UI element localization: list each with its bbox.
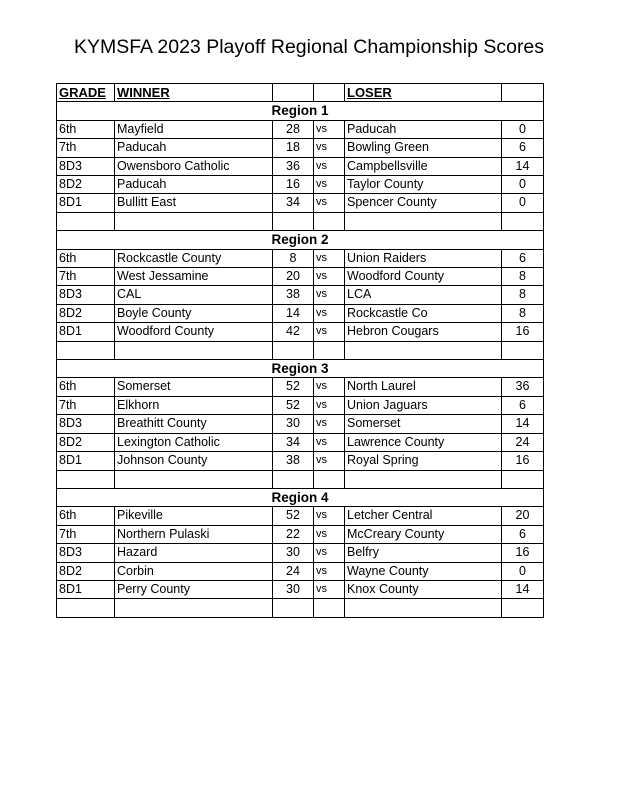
winner-score-cell: 24 <box>273 562 314 580</box>
winner-cell: Rockcastle County <box>115 249 273 267</box>
vs-cell: vs <box>314 286 345 304</box>
grade-cell: 8D1 <box>57 452 115 470</box>
region-title: Region 1 <box>57 102 544 120</box>
game-row <box>57 525 544 543</box>
winner-cell: West Jessamine <box>115 268 273 286</box>
empty-cell <box>502 341 544 359</box>
empty-cell <box>502 599 544 617</box>
header-blank <box>502 84 544 102</box>
region-title: Region 4 <box>57 488 544 506</box>
vs-cell: vs <box>314 176 345 194</box>
empty-cell <box>273 212 314 230</box>
winner-cell: Woodford County <box>115 323 273 341</box>
winner-score-cell: 22 <box>273 525 314 543</box>
vs-cell: vs <box>314 194 345 212</box>
loser-score-cell: 36 <box>502 378 544 396</box>
empty-cell <box>314 599 345 617</box>
game-row <box>57 396 544 414</box>
grade-cell: 6th <box>57 120 115 138</box>
spacer-row <box>57 341 544 359</box>
game-row <box>57 580 544 598</box>
empty-cell <box>345 599 502 617</box>
empty-cell <box>115 470 273 488</box>
winner-cell: CAL <box>115 286 273 304</box>
loser-cell: Paducah <box>345 120 502 138</box>
game-row <box>57 378 544 396</box>
winner-score-cell: 38 <box>273 286 314 304</box>
empty-cell <box>273 470 314 488</box>
game-row <box>57 544 544 562</box>
loser-cell: McCreary County <box>345 525 502 543</box>
grade-cell: 8D2 <box>57 176 115 194</box>
header-loser: LOSER <box>345 84 502 102</box>
loser-score-cell: 6 <box>502 525 544 543</box>
winner-score-cell: 18 <box>273 139 314 157</box>
vs-cell: vs <box>314 544 345 562</box>
winner-cell: Elkhorn <box>115 396 273 414</box>
vs-cell: vs <box>314 268 345 286</box>
vs-cell: vs <box>314 580 345 598</box>
scores-table-body <box>57 84 544 618</box>
header-row <box>57 84 544 102</box>
grade-cell: 8D3 <box>57 415 115 433</box>
grade-cell: 8D1 <box>57 194 115 212</box>
vs-cell: vs <box>314 378 345 396</box>
empty-cell <box>273 599 314 617</box>
loser-score-cell: 14 <box>502 580 544 598</box>
winner-score-cell: 38 <box>273 452 314 470</box>
grade-cell: 6th <box>57 378 115 396</box>
grade-cell: 6th <box>57 507 115 525</box>
grade-cell: 6th <box>57 249 115 267</box>
loser-score-cell: 8 <box>502 304 544 322</box>
game-row <box>57 286 544 304</box>
region-header-row <box>57 360 544 378</box>
winner-score-cell: 34 <box>273 194 314 212</box>
grade-cell: 8D1 <box>57 580 115 598</box>
game-row <box>57 249 544 267</box>
winner-cell: Mayfield <box>115 120 273 138</box>
game-row <box>57 157 544 175</box>
winner-score-cell: 52 <box>273 378 314 396</box>
game-row <box>57 452 544 470</box>
grade-cell: 7th <box>57 139 115 157</box>
winner-cell: Boyle County <box>115 304 273 322</box>
spacer-row <box>57 599 544 617</box>
loser-cell: Hebron Cougars <box>345 323 502 341</box>
empty-cell <box>502 212 544 230</box>
winner-score-cell: 30 <box>273 544 314 562</box>
loser-score-cell: 0 <box>502 194 544 212</box>
winner-cell: Pikeville <box>115 507 273 525</box>
grade-cell: 8D2 <box>57 433 115 451</box>
winner-cell: Breathitt County <box>115 415 273 433</box>
loser-cell: Spencer County <box>345 194 502 212</box>
vs-cell: vs <box>314 304 345 322</box>
winner-score-cell: 30 <box>273 415 314 433</box>
game-row <box>57 304 544 322</box>
loser-cell: Union Raiders <box>345 249 502 267</box>
loser-cell: Lawrence County <box>345 433 502 451</box>
loser-cell: Letcher Central <box>345 507 502 525</box>
grade-cell: 8D3 <box>57 157 115 175</box>
grade-cell: 8D3 <box>57 286 115 304</box>
loser-score-cell: 6 <box>502 139 544 157</box>
game-row <box>57 507 544 525</box>
empty-cell <box>502 470 544 488</box>
game-row <box>57 194 544 212</box>
grade-cell: 7th <box>57 268 115 286</box>
winner-score-cell: 20 <box>273 268 314 286</box>
loser-cell: Taylor County <box>345 176 502 194</box>
winner-score-cell: 14 <box>273 304 314 322</box>
game-row <box>57 268 544 286</box>
empty-cell <box>345 212 502 230</box>
empty-cell <box>314 341 345 359</box>
vs-cell: vs <box>314 249 345 267</box>
winner-score-cell: 36 <box>273 157 314 175</box>
winner-score-cell: 30 <box>273 580 314 598</box>
loser-cell: North Laurel <box>345 378 502 396</box>
loser-score-cell: 16 <box>502 323 544 341</box>
winner-cell: Perry County <box>115 580 273 598</box>
winner-cell: Paducah <box>115 176 273 194</box>
vs-cell: vs <box>314 157 345 175</box>
empty-cell <box>57 341 115 359</box>
vs-cell: vs <box>314 139 345 157</box>
grade-cell: 7th <box>57 396 115 414</box>
header-winner: WINNER <box>115 84 273 102</box>
winner-score-cell: 52 <box>273 396 314 414</box>
spacer-row <box>57 212 544 230</box>
game-row <box>57 415 544 433</box>
vs-cell: vs <box>314 433 345 451</box>
empty-cell <box>115 599 273 617</box>
empty-cell <box>57 599 115 617</box>
vs-cell: vs <box>314 396 345 414</box>
loser-score-cell: 16 <box>502 544 544 562</box>
loser-cell: Knox County <box>345 580 502 598</box>
loser-score-cell: 8 <box>502 268 544 286</box>
empty-cell <box>273 341 314 359</box>
vs-cell: vs <box>314 562 345 580</box>
spacer-row <box>57 470 544 488</box>
vs-cell: vs <box>314 507 345 525</box>
winner-cell: Northern Pulaski <box>115 525 273 543</box>
region-header-row <box>57 488 544 506</box>
game-row <box>57 562 544 580</box>
loser-score-cell: 0 <box>502 176 544 194</box>
vs-cell: vs <box>314 452 345 470</box>
empty-cell <box>115 341 273 359</box>
loser-cell: Campbellsville <box>345 157 502 175</box>
winner-score-cell: 28 <box>273 120 314 138</box>
empty-cell <box>57 212 115 230</box>
winner-score-cell: 8 <box>273 249 314 267</box>
document-title: KYMSFA 2023 Playoff Regional Championship Scores <box>73 36 545 58</box>
winner-cell: Somerset <box>115 378 273 396</box>
region-header-row <box>57 231 544 249</box>
empty-cell <box>314 470 345 488</box>
vs-cell: vs <box>314 323 345 341</box>
scores-table <box>56 83 544 618</box>
winner-score-cell: 34 <box>273 433 314 451</box>
empty-cell <box>314 212 345 230</box>
winner-cell: Bullitt East <box>115 194 273 212</box>
grade-cell: 8D2 <box>57 562 115 580</box>
grade-cell: 7th <box>57 525 115 543</box>
winner-score-cell: 16 <box>273 176 314 194</box>
grade-cell: 8D3 <box>57 544 115 562</box>
loser-cell: Royal Spring <box>345 452 502 470</box>
winner-cell: Lexington Catholic <box>115 433 273 451</box>
vs-cell: vs <box>314 415 345 433</box>
grade-cell: 8D2 <box>57 304 115 322</box>
winner-cell: Hazard <box>115 544 273 562</box>
empty-cell <box>115 212 273 230</box>
loser-score-cell: 24 <box>502 433 544 451</box>
loser-cell: Woodford County <box>345 268 502 286</box>
loser-score-cell: 6 <box>502 396 544 414</box>
loser-score-cell: 6 <box>502 249 544 267</box>
loser-cell: LCA <box>345 286 502 304</box>
header-blank <box>314 84 345 102</box>
header-blank <box>273 84 314 102</box>
region-title: Region 2 <box>57 231 544 249</box>
region-header-row <box>57 102 544 120</box>
loser-score-cell: 14 <box>502 157 544 175</box>
empty-cell <box>57 470 115 488</box>
game-row <box>57 120 544 138</box>
winner-cell: Corbin <box>115 562 273 580</box>
winner-score-cell: 42 <box>273 323 314 341</box>
region-title: Region 3 <box>57 360 544 378</box>
grade-cell: 8D1 <box>57 323 115 341</box>
loser-score-cell: 0 <box>502 120 544 138</box>
winner-score-cell: 52 <box>273 507 314 525</box>
header-grade: GRADE <box>57 84 115 102</box>
loser-cell: Bowling Green <box>345 139 502 157</box>
winner-cell: Johnson County <box>115 452 273 470</box>
loser-score-cell: 0 <box>502 562 544 580</box>
winner-cell: Owensboro Catholic <box>115 157 273 175</box>
loser-score-cell: 8 <box>502 286 544 304</box>
empty-cell <box>345 470 502 488</box>
game-row <box>57 323 544 341</box>
loser-score-cell: 14 <box>502 415 544 433</box>
empty-cell <box>345 341 502 359</box>
game-row <box>57 433 544 451</box>
loser-cell: Rockcastle Co <box>345 304 502 322</box>
loser-cell: Union Jaguars <box>345 396 502 414</box>
vs-cell: vs <box>314 120 345 138</box>
game-row <box>57 139 544 157</box>
loser-cell: Somerset <box>345 415 502 433</box>
winner-cell: Paducah <box>115 139 273 157</box>
game-row <box>57 176 544 194</box>
vs-cell: vs <box>314 525 345 543</box>
loser-score-cell: 20 <box>502 507 544 525</box>
loser-cell: Belfry <box>345 544 502 562</box>
loser-cell: Wayne County <box>345 562 502 580</box>
loser-score-cell: 16 <box>502 452 544 470</box>
